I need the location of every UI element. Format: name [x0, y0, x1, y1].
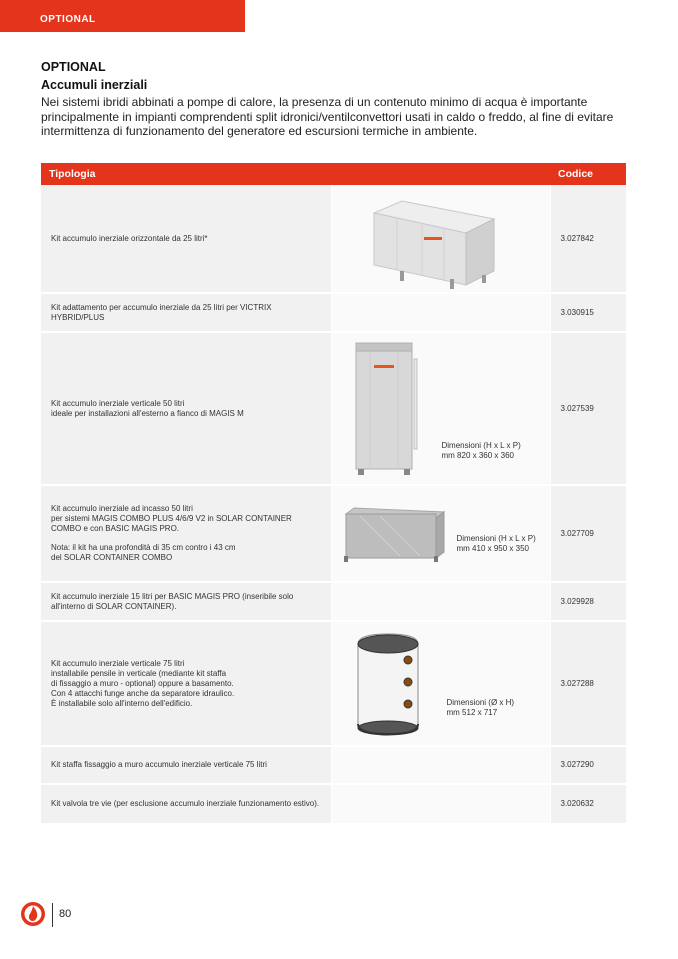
row-description: Kit adattamento per accumulo inerziale da 25 litri per VICTRIX HYBRID/PLUS: [41, 293, 331, 332]
recessed-tank-image: [340, 506, 450, 566]
row-code: 3.027290: [550, 746, 626, 784]
row-description-main: Kit accumulo inerziale ad incasso 50 litri per sistemi MAGIS COMBO PLUS 4/6/9 V2 in SOLAR CONTAINER COMBO e con BASIC MAGIS PRO.: [51, 504, 292, 533]
table-row: [41, 293, 626, 332]
row-image-cell: [331, 485, 550, 582]
page-number: 80: [59, 908, 72, 920]
row-code: 3.027539: [550, 332, 626, 485]
table-row: [41, 332, 626, 485]
row-dimensions: Dimensioni (H x L x P) mm 410 x 950 x 350: [456, 534, 536, 553]
brand-flame-icon: [20, 901, 46, 927]
row-code: 3.027842: [550, 185, 626, 293]
row-image-cell: [331, 332, 550, 485]
col-header-image: [331, 163, 550, 185]
table-row: [41, 784, 626, 824]
row-image-cell: [331, 621, 550, 746]
row-image-cell: [331, 582, 550, 621]
row-image-cell: [331, 784, 550, 824]
header-tab: OPTIONAL: [0, 0, 245, 32]
row-code: 3.029928: [550, 582, 626, 621]
table-row: [41, 621, 626, 746]
row-image-cell: [331, 746, 550, 784]
vertical-tank-image: [352, 339, 432, 477]
row-description: Kit valvola tre vie (per esclusione accumulo inerziale funzionamento estivo).: [41, 784, 331, 824]
row-image-cell: [331, 293, 550, 332]
row-code: 3.027709: [550, 485, 626, 582]
table-row: [41, 746, 626, 784]
row-description: Kit accumulo inerziale 15 litri per BASIC MAGIS PRO (inseribile solo all'interno di SOLAR CONTAINER).: [41, 582, 331, 621]
row-description: [41, 485, 331, 582]
row-dimensions: Dimensioni (Ø x H) mm 512 x 717: [446, 698, 515, 717]
row-note: Nota: il kit ha una profondità di 35 cm contro i 43 cm del SOLAR CONTAINER COMBO: [51, 543, 236, 562]
kit-table: [41, 163, 626, 825]
table-row: [41, 582, 626, 621]
horizontal-tank-image: [362, 193, 512, 293]
section-subtitle: Accumuli inerziali: [41, 78, 148, 92]
row-image-cell: [331, 185, 550, 293]
footer-separator: [52, 903, 53, 927]
table-header-row: [41, 163, 626, 185]
row-description: Kit accumulo inerziale verticale 75 litri installabile pensile in verticale (mediante kit staffa di fissaggio a muro - optional) oppure a basamento. Con 4 attacchi funge anche da separatore idraulico. È installabile solo all'interno dell'edificio.: [41, 621, 331, 746]
row-code: 3.030915: [550, 293, 626, 332]
col-header-codice: Codice: [550, 163, 626, 185]
col-header-tipologia: Tipologia: [41, 163, 331, 185]
row-dimensions: Dimensioni (H x L x P) mm 820 x 360 x 360: [441, 441, 521, 460]
intro-paragraph: Nei sistemi ibridi abbinati a pompe di calore, la presenza di un contenuto minimo di acqua è importante principalmente in impianti comprendenti split idronici/ventilconvettori usati in caldo o freddo, al fine di evitare intermittenza di funzionamento del generatore ed escursioni termiche in ambiente.: [41, 95, 614, 138]
section-title: OPTIONAL: [41, 60, 106, 74]
row-description: Kit accumulo inerziale orizzontale da 25 litri*: [41, 185, 331, 293]
row-code: 3.027288: [550, 621, 626, 746]
cylinder-tank-image: [352, 630, 432, 740]
table-row: [41, 185, 626, 293]
row-description: Kit staffa fissaggio a muro accumulo inerziale verticale 75 litri: [41, 746, 331, 784]
table-row: [41, 485, 626, 582]
row-code: 3.020632: [550, 784, 626, 824]
row-description: Kit accumulo inerziale verticale 50 litri ideale per installazioni all'esterno a fianco di MAGIS M: [41, 332, 331, 485]
